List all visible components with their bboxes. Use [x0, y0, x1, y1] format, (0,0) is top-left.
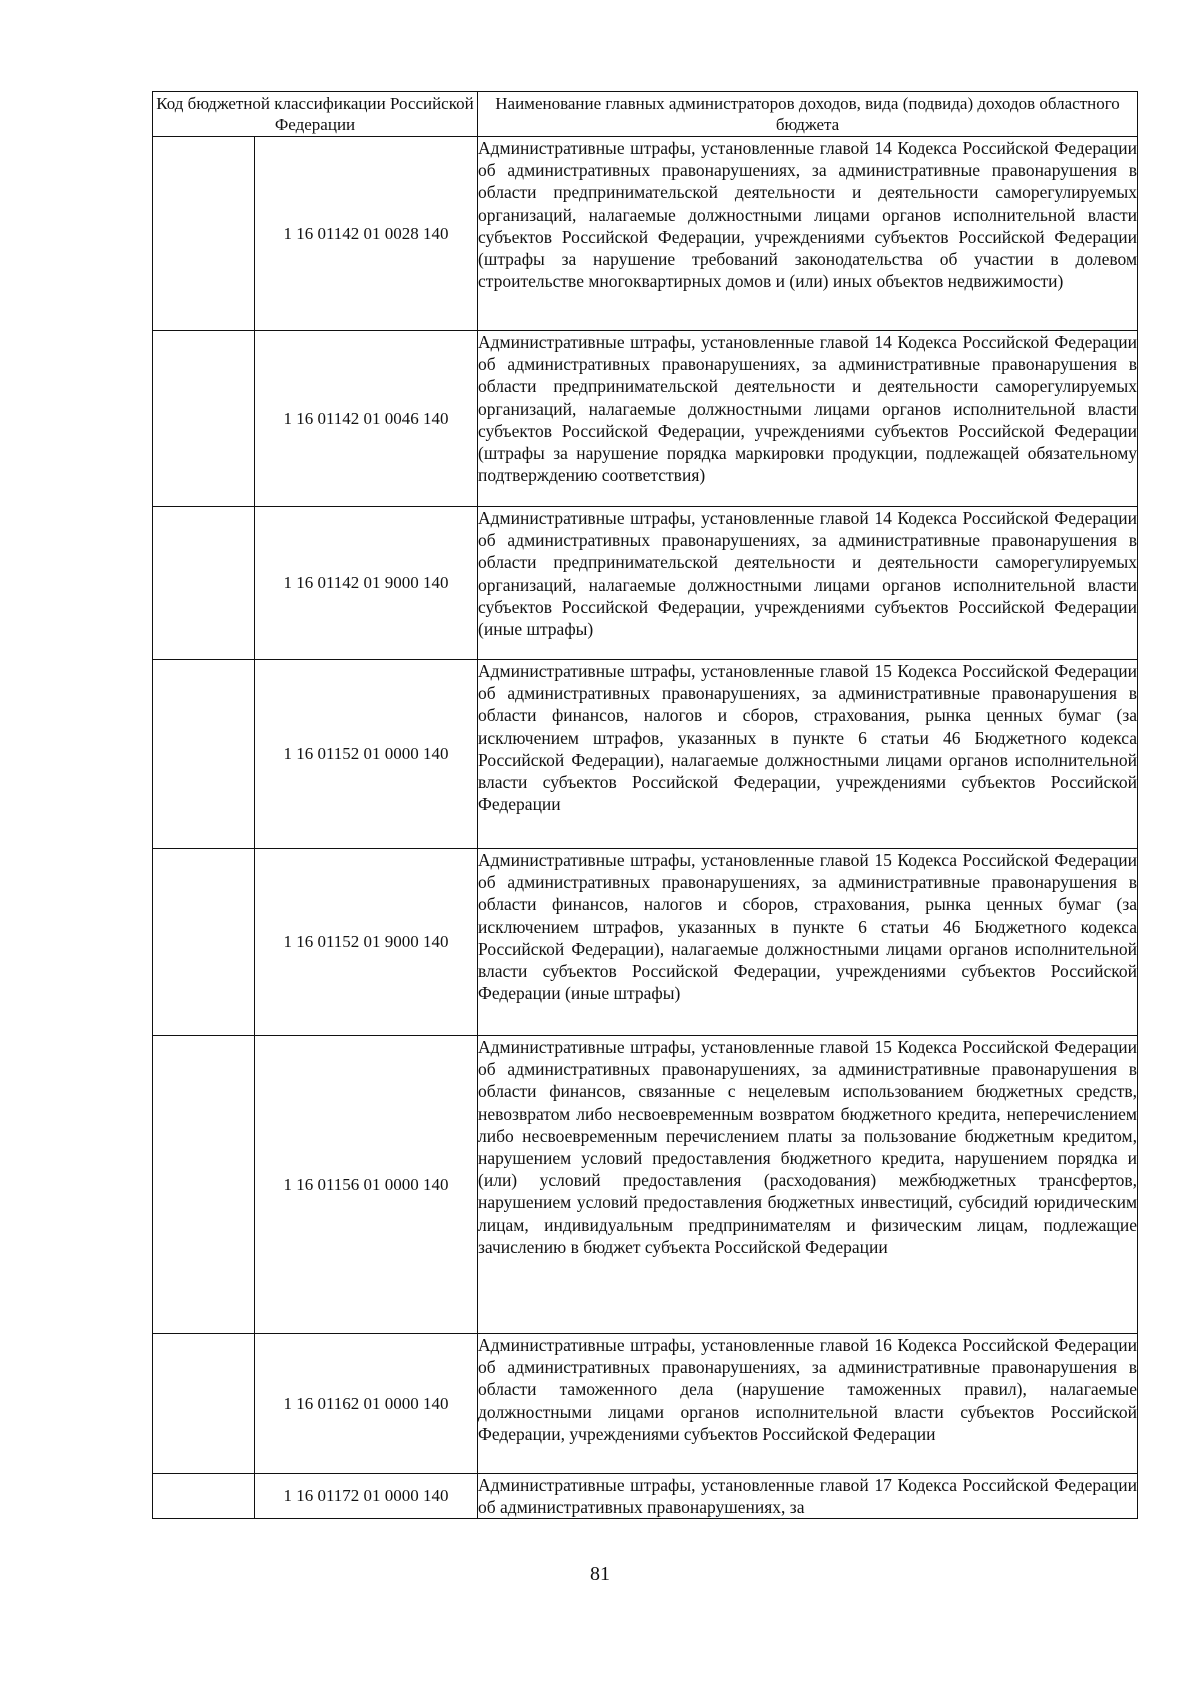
revenue-name-cell: Административные штрафы, установленные главой 15 Кодекса Российской Федерации об административных правонарушениях, за административные правонарушения в области финансов, связанные с нецелевым использованием бюджетных средств, невозвратом либо несвоевременным возвратом бюджетного кредита, неперечислением либо несвоевременным перечислением платы за пользование бюджетным кредитом, нарушением условий предоставления бюджетного кредита, нарушением порядка и (или) условий предоставления (расходования) межбюджетных трансфертов, нарушением условий предоставления бюджетных инвестиций, субсидий юридическим лицам, индивидуальным предпринимателям и физическим лицам, подлежащие зачислению в бюджет субъекта Российской Федерации — [478, 1036, 1138, 1334]
classification-code-cell: 1 16 01162 01 0000 140 — [255, 1334, 478, 1474]
table-row — [153, 1474, 1138, 1519]
table-row — [153, 507, 1138, 660]
classification-code-cell: 1 16 01142 01 0028 140 — [255, 137, 478, 331]
classification-code-cell: 1 16 01142 01 0046 140 — [255, 331, 478, 507]
classification-code-cell: 1 16 01172 01 0000 140 — [255, 1474, 478, 1519]
revenue-name-cell: Административные штрафы, установленные главой 15 Кодекса Российской Федерации об административных правонарушениях, за административные правонарушения в области финансов, налогов и сборов, страхования, рынка ценных бумаг (за исключением штрафов, указанных в пункте 6 статьи 46 Бюджетного кодекса Российской Федерации), налагаемые должностными лицами органов исполнительной власти субъектов Российской Федерации, учреждениями субъектов Российской Федерации — [478, 660, 1138, 849]
classification-code-cell: 1 16 01142 01 9000 140 — [255, 507, 478, 660]
revenue-name-cell: Административные штрафы, установленные главой 14 Кодекса Российской Федерации об административных правонарушениях, за административные правонарушения в области предпринимательской деятельности и деятельности саморегулируемых организаций, налагаемые должностными лицами органов исполнительной власти субъектов Российской Федерации, учреждениями субъектов Российской Федерации (штрафы за нарушение порядка маркировки продукции, подлежащей обязательному подтверждению соответствия) — [478, 331, 1138, 507]
budget-classification-table — [152, 91, 1138, 1519]
table-row — [153, 137, 1138, 331]
header-name-column: Наименование главных администраторов доходов, вида (подвида) доходов областного бюджета — [478, 92, 1138, 137]
admin-code-cell — [153, 507, 255, 660]
table-row — [153, 849, 1138, 1036]
table-row — [153, 660, 1138, 849]
admin-code-cell — [153, 1036, 255, 1334]
revenue-name-cell: Административные штрафы, установленные главой 17 Кодекса Российской Федерации об административных правонарушениях, за — [478, 1475, 1138, 1518]
classification-code-cell: 1 16 01152 01 0000 140 — [255, 660, 478, 849]
admin-code-cell — [153, 849, 255, 1036]
admin-code-cell — [153, 331, 255, 507]
table-row — [153, 1334, 1138, 1474]
revenue-name-cell: Административные штрафы, установленные главой 15 Кодекса Российской Федерации об административных правонарушениях, за административные правонарушения в области финансов, налогов и сборов, страхования, рынка ценных бумаг (за исключением штрафов, указанных в пункте 6 статьи 46 Бюджетного кодекса Российской Федерации), налагаемые должностными лицами органов исполнительной власти субъектов Российской Федерации, учреждениями субъектов Российской Федерации (иные штрафы) — [478, 849, 1138, 1036]
classification-code-cell: 1 16 01152 01 9000 140 — [255, 849, 478, 1036]
header-code-column: Код бюджетной классификации Российской Федерации — [153, 92, 478, 137]
table-row — [153, 1036, 1138, 1334]
admin-code-cell — [153, 137, 255, 331]
admin-code-cell — [153, 1334, 255, 1474]
admin-code-cell — [153, 1474, 255, 1519]
table-header-row — [153, 92, 1138, 137]
classification-code-cell: 1 16 01156 01 0000 140 — [255, 1036, 478, 1334]
admin-code-cell — [153, 660, 255, 849]
page-number: 81 — [590, 1563, 610, 1585]
table-row — [153, 331, 1138, 507]
revenue-name-cell: Административные штрафы, установленные главой 14 Кодекса Российской Федерации об административных правонарушениях, за административные правонарушения в области предпринимательской деятельности и деятельности саморегулируемых организаций, налагаемые должностными лицами органов исполнительной власти субъектов Российской Федерации, учреждениями субъектов Российской Федерации (иные штрафы) — [478, 507, 1138, 660]
revenue-name-cell: Административные штрафы, установленные главой 14 Кодекса Российской Федерации об административных правонарушениях, за административные правонарушения в области предпринимательской деятельности и деятельности саморегулируемых организаций, налагаемые должностными лицами органов исполнительной власти субъектов Российской Федерации, учреждениями субъектов Российской Федерации (штрафы за нарушение требований законодательства об участии в долевом строительстве многоквартирных домов и (или) иных объектов недвижимости) — [478, 137, 1138, 331]
revenue-name-cell: Административные штрафы, установленные главой 16 Кодекса Российской Федерации об административных правонарушениях, за административные правонарушения в области таможенного дела (нарушение таможенных правил), налагаемые должностными лицами органов исполнительной власти субъектов Российской Федерации, учреждениями субъектов Российской Федерации — [478, 1334, 1138, 1474]
